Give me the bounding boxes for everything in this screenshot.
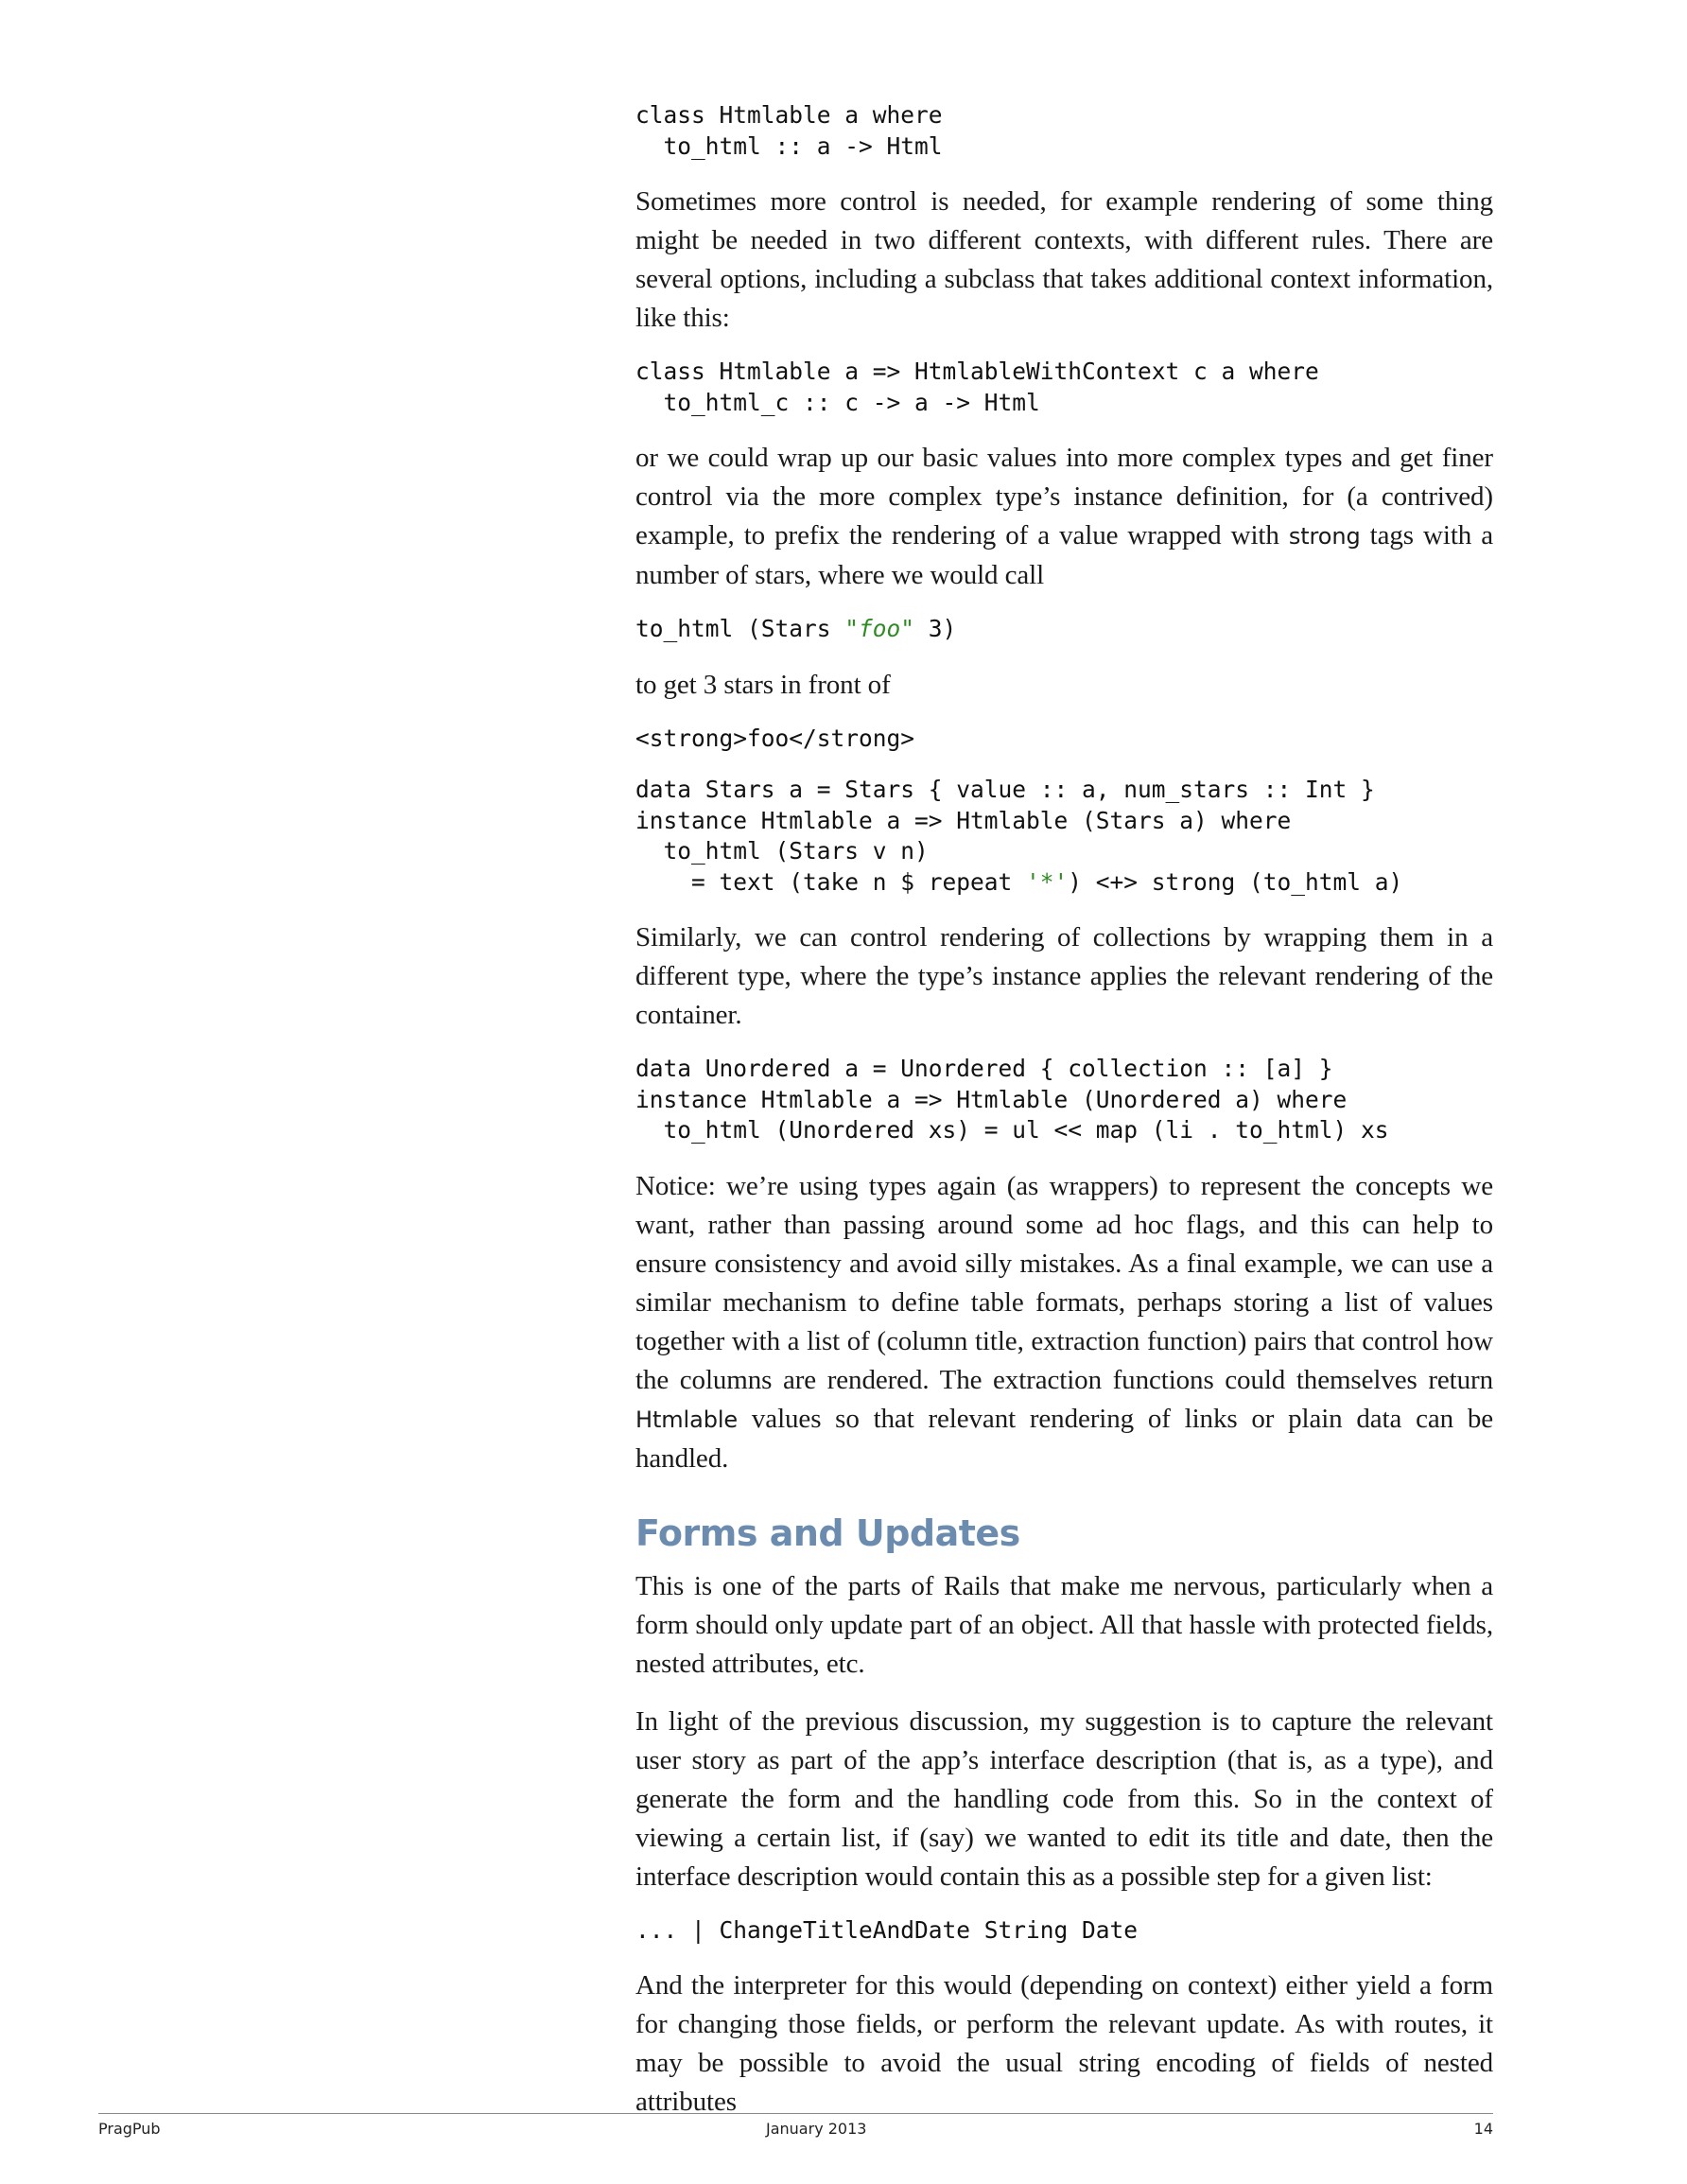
code-line: to_html (Unordered xs) = ul << map (li . to_html) xs — [635, 1116, 1389, 1144]
inline-term: strong — [1288, 523, 1361, 550]
code-line: to_html_c :: c -> a -> Html — [635, 388, 1040, 416]
code-line: data Unordered a = Unordered { collection :: [a] } — [635, 1055, 1333, 1082]
string-literal: '*' — [1026, 867, 1069, 896]
inline-term: Htmlable — [635, 1406, 739, 1433]
body-paragraph: This is one of the parts of Rails that make me nervous, particularly when a form should only update part of an object. All that hassle with protected fields, nested attributes, etc. — [635, 1570, 1493, 1679]
code-line: data Stars a = Stars { value :: a, num_stars :: Int } — [635, 776, 1375, 803]
code-block-unordered-instance — [635, 1054, 1493, 1146]
main-column — [635, 100, 1493, 2140]
code-block-strong-tag: <strong>foo</strong> — [635, 724, 915, 752]
code-block-change-title: ... | ChangeTitleAndDate String Date — [635, 1915, 1139, 1944]
code-line: to_html :: a -> Html — [635, 131, 943, 160]
code-line: instance Htmlable a => Htmlable (Unordered a) where — [635, 1085, 1348, 1113]
code-block-stars-instance — [635, 775, 1493, 898]
body-paragraph: Similarly, we can control rendering of collections by wrapping them in a different type, where the type’s instance applies the relevant rendering of the container. — [635, 922, 1493, 1030]
code-line: class Htmlable a where — [635, 101, 943, 129]
body-paragraph: And the interpreter for this would (depending on context) either yield a form for changing those fields, or perform the relevant update. As with routes, it may be possible to avoid the usual string encoding of fields of nested attributes — [635, 1970, 1493, 2117]
body-paragraph: or we could wrap up our basic values into more complex types and get finer control via the more complex type’s instance definition, for (a contrived) example, to prefix the rendering of a value wrapped with strong tags with a number of stars, where we would call — [635, 443, 1493, 590]
code-line: to_html (Stars v n) — [635, 837, 929, 865]
footer-page-number: 14 — [1473, 2120, 1493, 2138]
code-line: class Htmlable a => HtmlableWithContext c a where — [635, 358, 1319, 385]
footer-date: January 2013 — [766, 2120, 867, 2138]
footer-divider — [98, 2113, 1493, 2114]
code-block-htmlable-with-context — [635, 357, 1493, 418]
code-line: instance Htmlable a => Htmlable (Stars a) where — [635, 806, 1292, 834]
footer-publication: PragPub — [98, 2120, 161, 2138]
body-paragraph: Notice: we’re using types again (as wrappers) to represent the concepts we want, rather than passing around some ad hoc flags, and this can help to ensure consistency and avoid silly mistakes. As a final example, we can use a similar mechanism to define table formats, perhaps storing a list of values together with a list of (column title, extraction function) pairs that control how the columns are rendered. The extraction functions could themselves return Htmlable values so that relevant rendering of links or plain data can be handled. — [635, 1170, 1493, 1474]
section-heading: Forms and Updates — [635, 1511, 1020, 1554]
code-line: = text (take n $ repeat '*') <+> strong (to_html a) — [635, 867, 1403, 896]
body-paragraph: to get 3 stars in front of — [635, 669, 891, 700]
code-block-htmlable-class — [635, 100, 1493, 162]
body-paragraph: In light of the previous discussion, my suggestion is to capture the relevant user story as part of the app’s interface description (that is, as a type), and generate the form and the handling code from this. So in the context of viewing a certain list, if (say) we wanted to edit its title and date, then the interface description would contain this as a possible step for a given list: — [635, 1705, 1493, 1892]
string-literal: "foo" — [844, 615, 915, 642]
code-block-stars-call: to_html (Stars "foo" 3) — [635, 615, 957, 642]
body-paragraph: Sometimes more control is needed, for example rendering of some thing might be needed in two different contexts, with different rules. There are several options, including a subclass that takes additional context information, like this: — [635, 186, 1493, 333]
